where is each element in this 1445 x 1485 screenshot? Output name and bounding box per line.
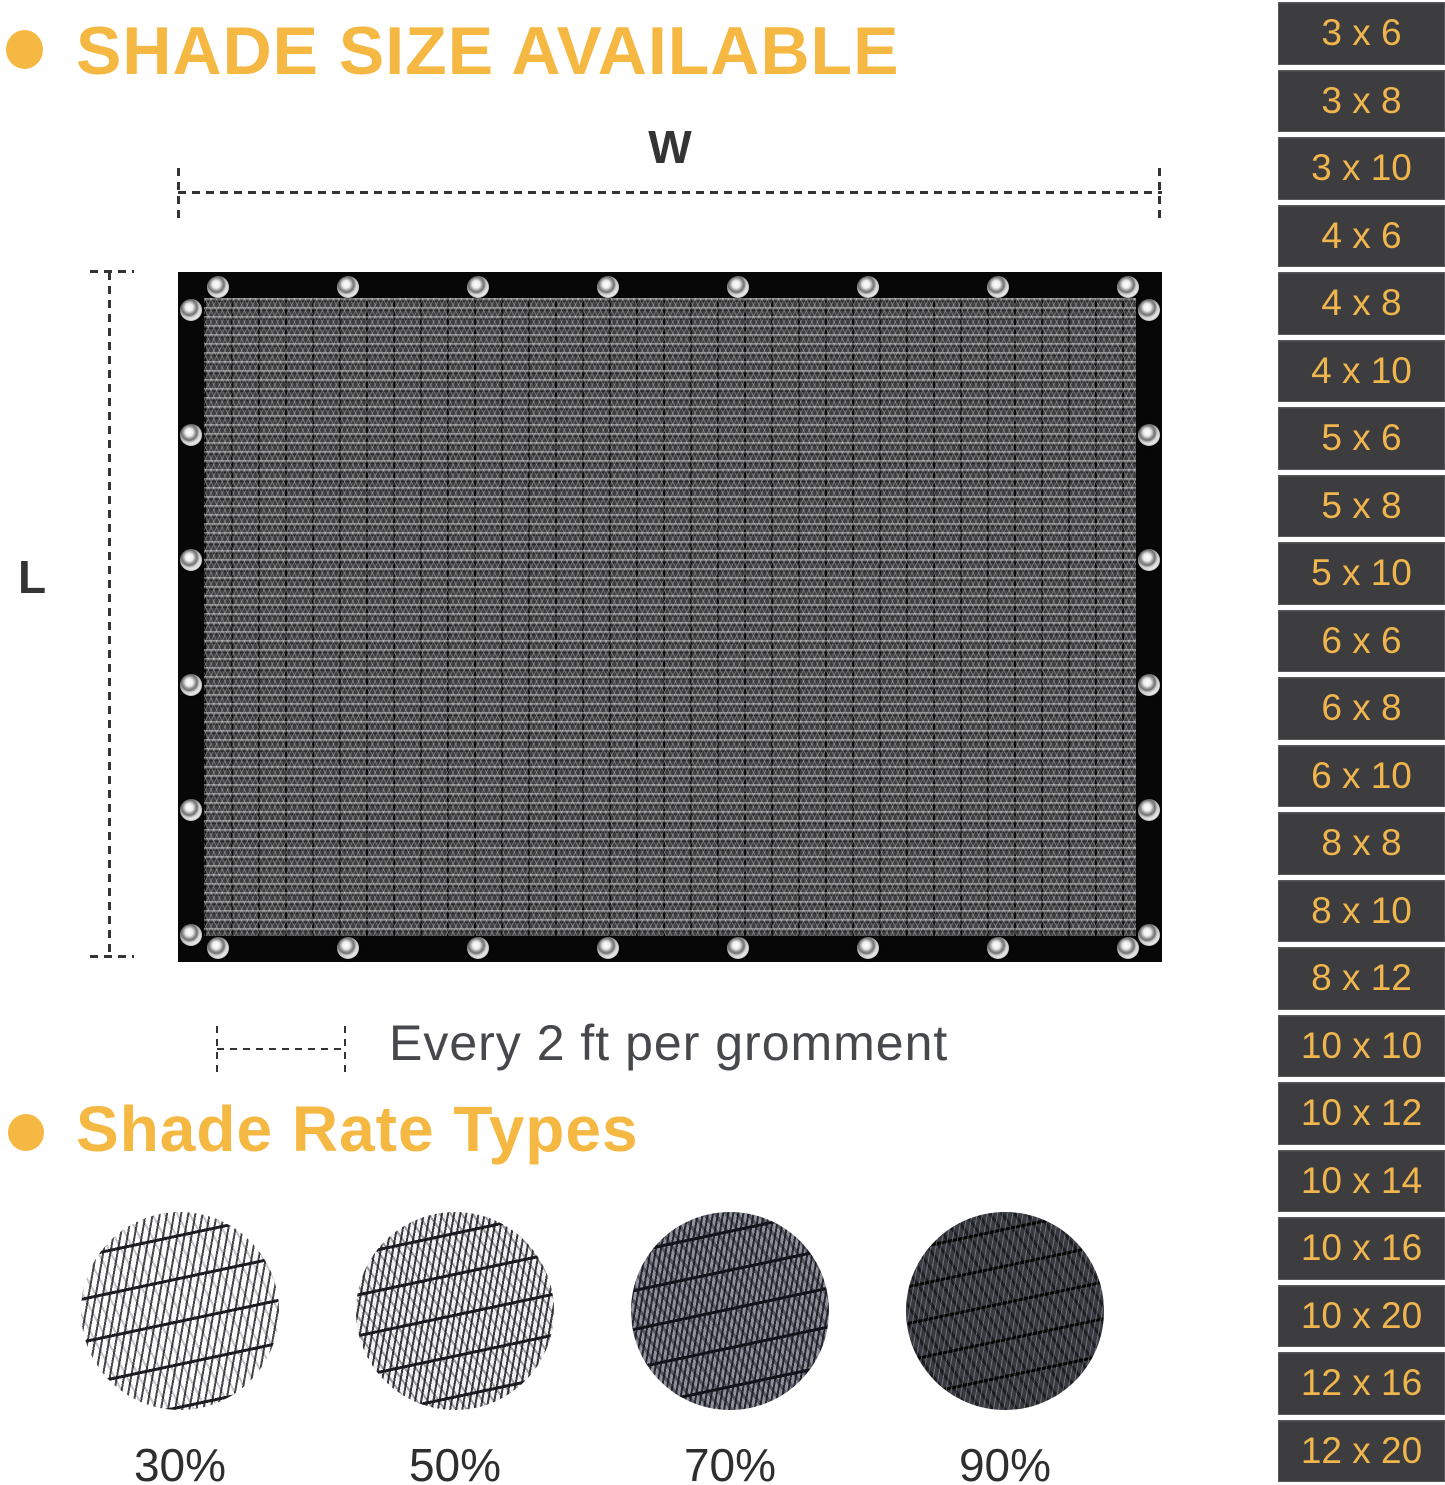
size-option: 10 x 16 xyxy=(1278,1217,1445,1280)
grommet-icon xyxy=(180,674,202,696)
grommet-icon xyxy=(180,799,202,821)
grommet-icon xyxy=(1138,924,1160,946)
shade-rate-percent: 70% xyxy=(683,1439,777,1485)
size-option: 3 x 6 xyxy=(1278,2,1445,65)
size-option: 10 x 12 xyxy=(1278,1082,1445,1145)
shade-rate-item xyxy=(631,1212,829,1485)
grommet-icon xyxy=(597,276,619,298)
grommet-icon xyxy=(180,299,202,321)
shade-rate-item xyxy=(906,1212,1104,1485)
length-dimension-tick-top xyxy=(90,270,134,273)
grommet-icon xyxy=(727,937,749,959)
shade-net xyxy=(178,272,1162,962)
size-option: 6 x 6 xyxy=(1278,610,1445,673)
size-option: 8 x 8 xyxy=(1278,812,1445,875)
size-option: 10 x 20 xyxy=(1278,1285,1445,1348)
grommet-icon xyxy=(1138,424,1160,446)
grommet-spacing-line xyxy=(217,1048,346,1050)
grommet-icon xyxy=(337,276,359,298)
width-dimension-line xyxy=(178,191,1162,194)
grommet-icon xyxy=(857,276,879,298)
mesh-sample-icon xyxy=(81,1212,279,1410)
grommet-spacing-note: Every 2 ft per gromment xyxy=(389,1015,949,1071)
grommet-icon xyxy=(1138,799,1160,821)
size-option: 5 x 10 xyxy=(1278,542,1445,605)
size-option: 10 x 10 xyxy=(1278,1015,1445,1078)
size-option: 6 x 8 xyxy=(1278,677,1445,740)
shade-rate-item xyxy=(81,1212,279,1485)
width-dimension-label: W xyxy=(648,121,692,173)
size-option: 4 x 8 xyxy=(1278,272,1445,335)
shade-rate-percent: 90% xyxy=(958,1439,1052,1485)
mesh-sample-icon xyxy=(906,1212,1104,1410)
grommet-icon xyxy=(337,937,359,959)
size-option: 8 x 12 xyxy=(1278,947,1445,1010)
size-option: 12 x 20 xyxy=(1278,1420,1445,1483)
grommet-icon xyxy=(1138,549,1160,571)
grommet-icon xyxy=(1117,937,1139,959)
grommet-icon xyxy=(207,937,229,959)
size-option: 4 x 6 xyxy=(1278,205,1445,268)
grommet-icon xyxy=(1117,276,1139,298)
grommet-icon xyxy=(987,276,1009,298)
size-option: 3 x 8 xyxy=(1278,70,1445,133)
mesh-sample-icon xyxy=(356,1212,554,1410)
grommet-icon xyxy=(467,937,489,959)
size-option: 10 x 14 xyxy=(1278,1150,1445,1213)
shade-net-mesh xyxy=(204,298,1136,936)
bullet-icon xyxy=(8,1114,44,1151)
size-option: 6 x 10 xyxy=(1278,745,1445,808)
shade-rate-item xyxy=(356,1212,554,1485)
size-option: 5 x 8 xyxy=(1278,475,1445,538)
size-option: 3 x 10 xyxy=(1278,137,1445,200)
grommet-icon xyxy=(207,276,229,298)
size-option: 8 x 10 xyxy=(1278,880,1445,943)
rate-section-title: Shade Rate Types xyxy=(76,1093,639,1165)
mesh-sample-icon xyxy=(631,1212,829,1410)
length-dimension-label: L xyxy=(18,551,47,603)
grommet-icon xyxy=(1138,299,1160,321)
grommet-icon xyxy=(1138,674,1160,696)
width-dimension-tick-left xyxy=(177,168,180,220)
width-dimension-tick-right xyxy=(1158,168,1161,220)
bullet-icon xyxy=(6,30,43,69)
shade-rate-percent: 50% xyxy=(408,1439,502,1485)
length-dimension-tick-bottom xyxy=(90,955,134,958)
grommet-icon xyxy=(467,276,489,298)
size-option: 12 x 16 xyxy=(1278,1352,1445,1415)
grommet-spacing-tick-left xyxy=(216,1026,218,1074)
size-section-title: SHADE SIZE AVAILABLE xyxy=(76,13,900,89)
grommet-icon xyxy=(180,924,202,946)
shade-rate-percent: 30% xyxy=(133,1439,227,1485)
grommet-spacing-tick-right xyxy=(344,1026,346,1074)
length-dimension-line xyxy=(108,272,111,958)
grommet-icon xyxy=(180,424,202,446)
size-option: 5 x 6 xyxy=(1278,407,1445,470)
grommet-icon xyxy=(987,937,1009,959)
size-option: 4 x 10 xyxy=(1278,340,1445,403)
grommet-icon xyxy=(597,937,619,959)
size-list xyxy=(1278,0,1445,1485)
grommet-icon xyxy=(857,937,879,959)
grommet-icon xyxy=(180,549,202,571)
grommet-icon xyxy=(727,276,749,298)
